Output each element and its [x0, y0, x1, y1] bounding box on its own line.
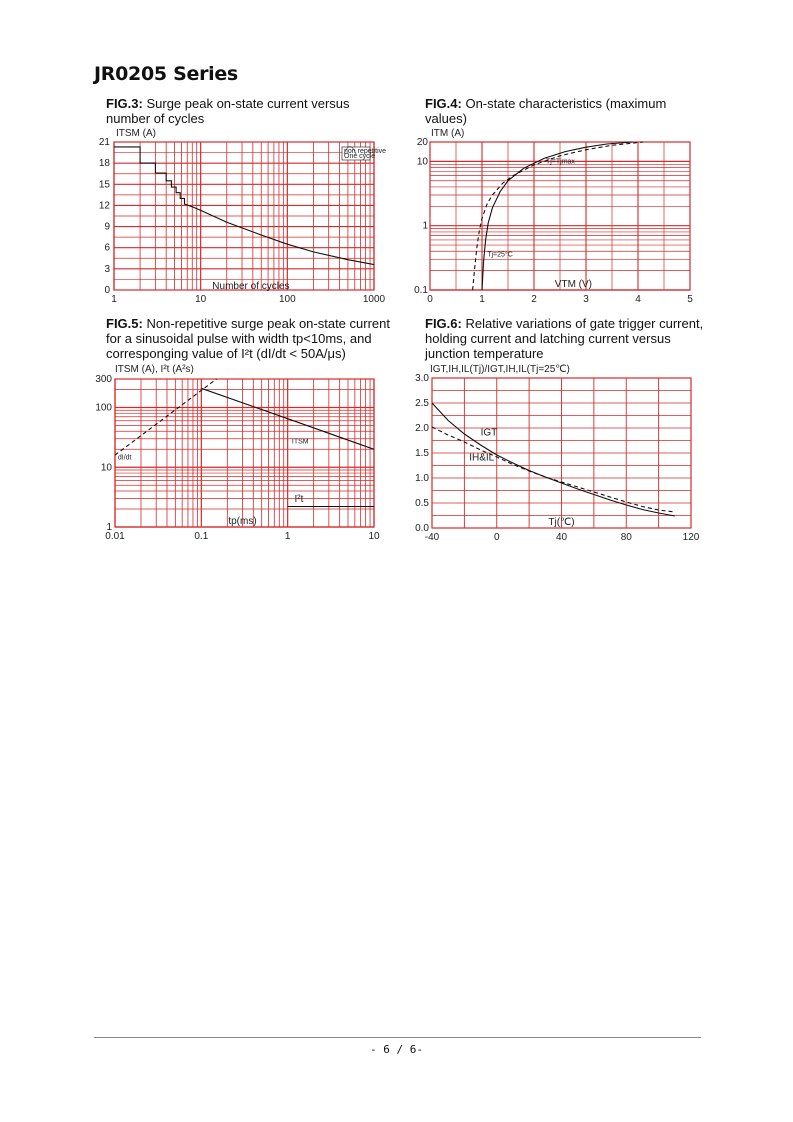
fig6-x-tick: 120	[682, 532, 700, 543]
fig6-series-label: IH&IL	[469, 452, 495, 464]
fig6-y-tick: 0.5	[415, 498, 429, 509]
page-number: - 6 / 6-	[370, 1043, 423, 1056]
fig4-x-tick: 0	[427, 294, 433, 305]
fig6-number: FIG.6:	[425, 316, 462, 331]
fig5-y-axis-label: ITSM (A), I²t (A²s)	[115, 364, 194, 375]
fig3-y-axis-label: ITSM (A)	[116, 128, 156, 139]
fig6-x-axis-label: Tj(℃)	[548, 517, 575, 528]
fig4-y-axis-label: ITM (A)	[431, 128, 465, 139]
fig3-y-tick: 12	[98, 200, 110, 212]
fig6-y-axis-label: IGT,IH,IL(Tj)/IGT,IH,IL(Tj=25℃)	[430, 364, 570, 375]
fig4-series-label: Tj=Tjmax	[545, 158, 575, 166]
fig4-x-tick: 4	[635, 294, 641, 305]
fig6-y-tick: 1.5	[415, 448, 429, 459]
fig3-x-tick: 10	[195, 294, 207, 305]
fig3-y-tick: 3	[104, 263, 110, 275]
fig5-y-tick: 1	[106, 522, 112, 533]
fig6-y-tick: 3.0	[415, 373, 429, 384]
fig3-y-tick: 0	[104, 285, 110, 296]
fig3-y-tick: 9	[104, 221, 110, 233]
fig5-chart	[80, 355, 400, 550]
fig4-x-axis-label: VTM (V)	[554, 279, 593, 290]
fig6-y-tick: 1.0	[415, 473, 429, 484]
fig3-legend-item: non repetitive	[344, 148, 387, 155]
footer-divider	[94, 1037, 701, 1038]
fig6-x-tick: 0	[493, 532, 500, 543]
fig3-y-tick: 18	[98, 158, 110, 170]
fig4-x-tick: 3	[583, 294, 589, 305]
fig5-x-tick: 10	[368, 531, 380, 542]
fig4-series-label: Tj=25°C	[487, 251, 513, 259]
fig6-x-tick: -40	[424, 532, 440, 543]
plot-frame	[115, 379, 374, 527]
fig4-number: FIG.4:	[425, 96, 462, 111]
fig3-number: FIG.3:	[106, 96, 143, 111]
fig6-x-tick: 80	[620, 532, 632, 543]
fig5-x-tick: 1	[284, 531, 291, 542]
fig5-series-label: ITSM	[291, 438, 309, 446]
fig3-x-tick: 100	[278, 294, 296, 305]
fig3-x-tick: 1	[111, 294, 117, 305]
fig4-y-tick: 10	[416, 156, 428, 168]
fig6-series-label: IGT	[480, 427, 498, 439]
fig5-series-label: I²t	[294, 494, 304, 506]
fig4-x-tick: 2	[531, 294, 537, 305]
fig6-chart	[400, 355, 710, 550]
fig3-x-axis-label: Number of cycles	[212, 281, 290, 292]
fig5-y-tick: 10	[100, 462, 112, 474]
fig3-legend-item: One cycle	[344, 153, 376, 160]
fig6-x-tick: 40	[555, 532, 568, 543]
fig6-text: Relative variations of gate trigger current, holding current and latching current versus junction temperature	[425, 316, 704, 361]
fig5-svg	[80, 355, 400, 550]
fig3-y-tick: 15	[98, 179, 110, 191]
document-title: JR0205 Series	[94, 63, 238, 85]
fig4-chart	[400, 120, 710, 310]
fig3-text: Surge peak on-state current versus number of cycles	[106, 96, 350, 126]
fig3-y-tick: 21	[98, 137, 110, 148]
fig5-series-label: dI/dt	[117, 454, 132, 462]
fig4-x-tick: 1	[479, 294, 485, 305]
fig5-number: FIG.5:	[106, 316, 143, 331]
fig4-svg	[400, 120, 710, 310]
fig5-x-tick: 0.1	[194, 531, 209, 542]
fig6-curve-1	[432, 427, 675, 512]
fig4-y-tick: 20	[416, 137, 428, 148]
fig4-x-tick: 5	[687, 294, 693, 305]
fig3-chart	[80, 120, 400, 310]
fig6-svg	[400, 355, 710, 550]
fig3-x-tick: 1000	[362, 294, 386, 305]
fig5-x-tick: 0.01	[105, 531, 125, 542]
fig3-svg	[80, 120, 400, 310]
fig5-x-axis-label: tp(ms)	[228, 516, 257, 527]
fig4-text: On-state characteristics (maximum values)	[425, 96, 667, 126]
fig5-text: Non-repetitive surge peak on-state current for a sinusoidal pulse with width tp<10ms, and corresponging value of I²t (dI/dt < 50A/μs)	[106, 316, 390, 361]
fig4-y-tick: 0.1	[414, 285, 428, 296]
fig6-y-tick: 2.0	[415, 423, 429, 434]
fig6-y-tick: 0.0	[415, 523, 429, 534]
fig6-y-tick: 2.5	[415, 398, 429, 409]
fig5-y-tick: 300	[95, 374, 112, 385]
fig4-y-tick: 1	[422, 220, 428, 232]
fig5-y-tick: 100	[95, 402, 112, 414]
fig3-y-tick: 6	[104, 242, 110, 254]
